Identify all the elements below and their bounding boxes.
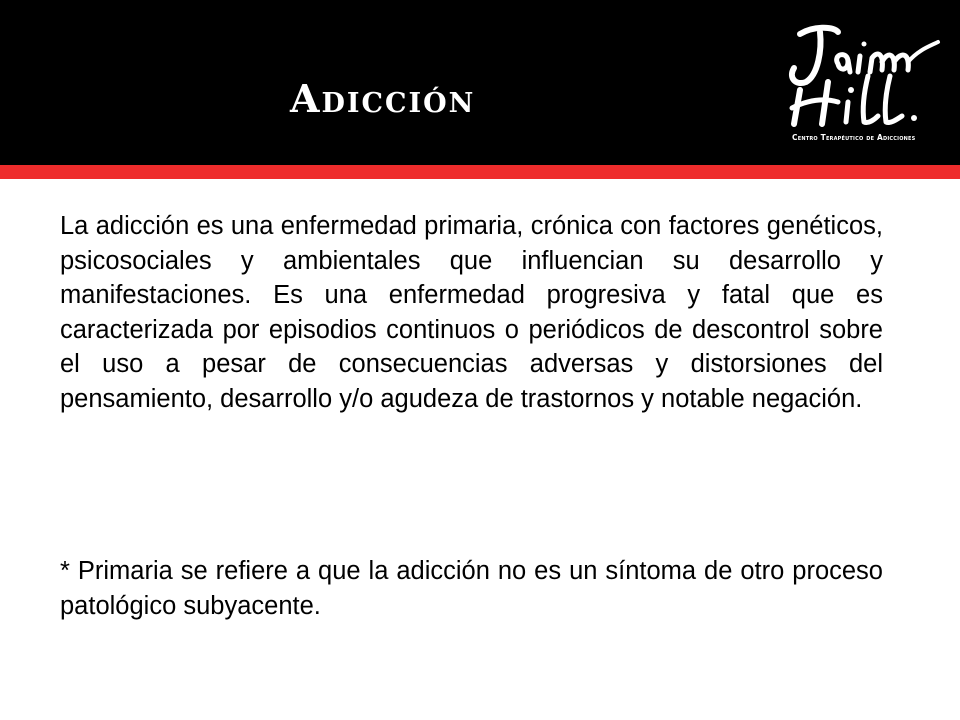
body-paragraph: La adicción es una enfermedad primaria, crónica con factores genéticos, psicosociales y ambientales que influencian su desarrollo y manifestaciones. Es una enfermedad progresiva y fatal que es caracterizada por episodios continuos o periódicos de descontrol sobre el uso a pesar de consecuencias adversas y distorsiones del pensamiento, desarrollo y/o agudeza de trastornos y notable negación. [60,212,883,413]
logo [778,20,948,150]
logo-tagline: Centro Terapéutico de Adicciones [792,133,916,142]
logo-signature-icon [778,20,948,130]
footnote-paragraph: * Primaria se refiere a que la adicción no es un síntoma de otro proceso patológico subyacente. [60,557,883,620]
accent-bar [0,165,960,179]
slide-title: Adicción [290,76,476,121]
